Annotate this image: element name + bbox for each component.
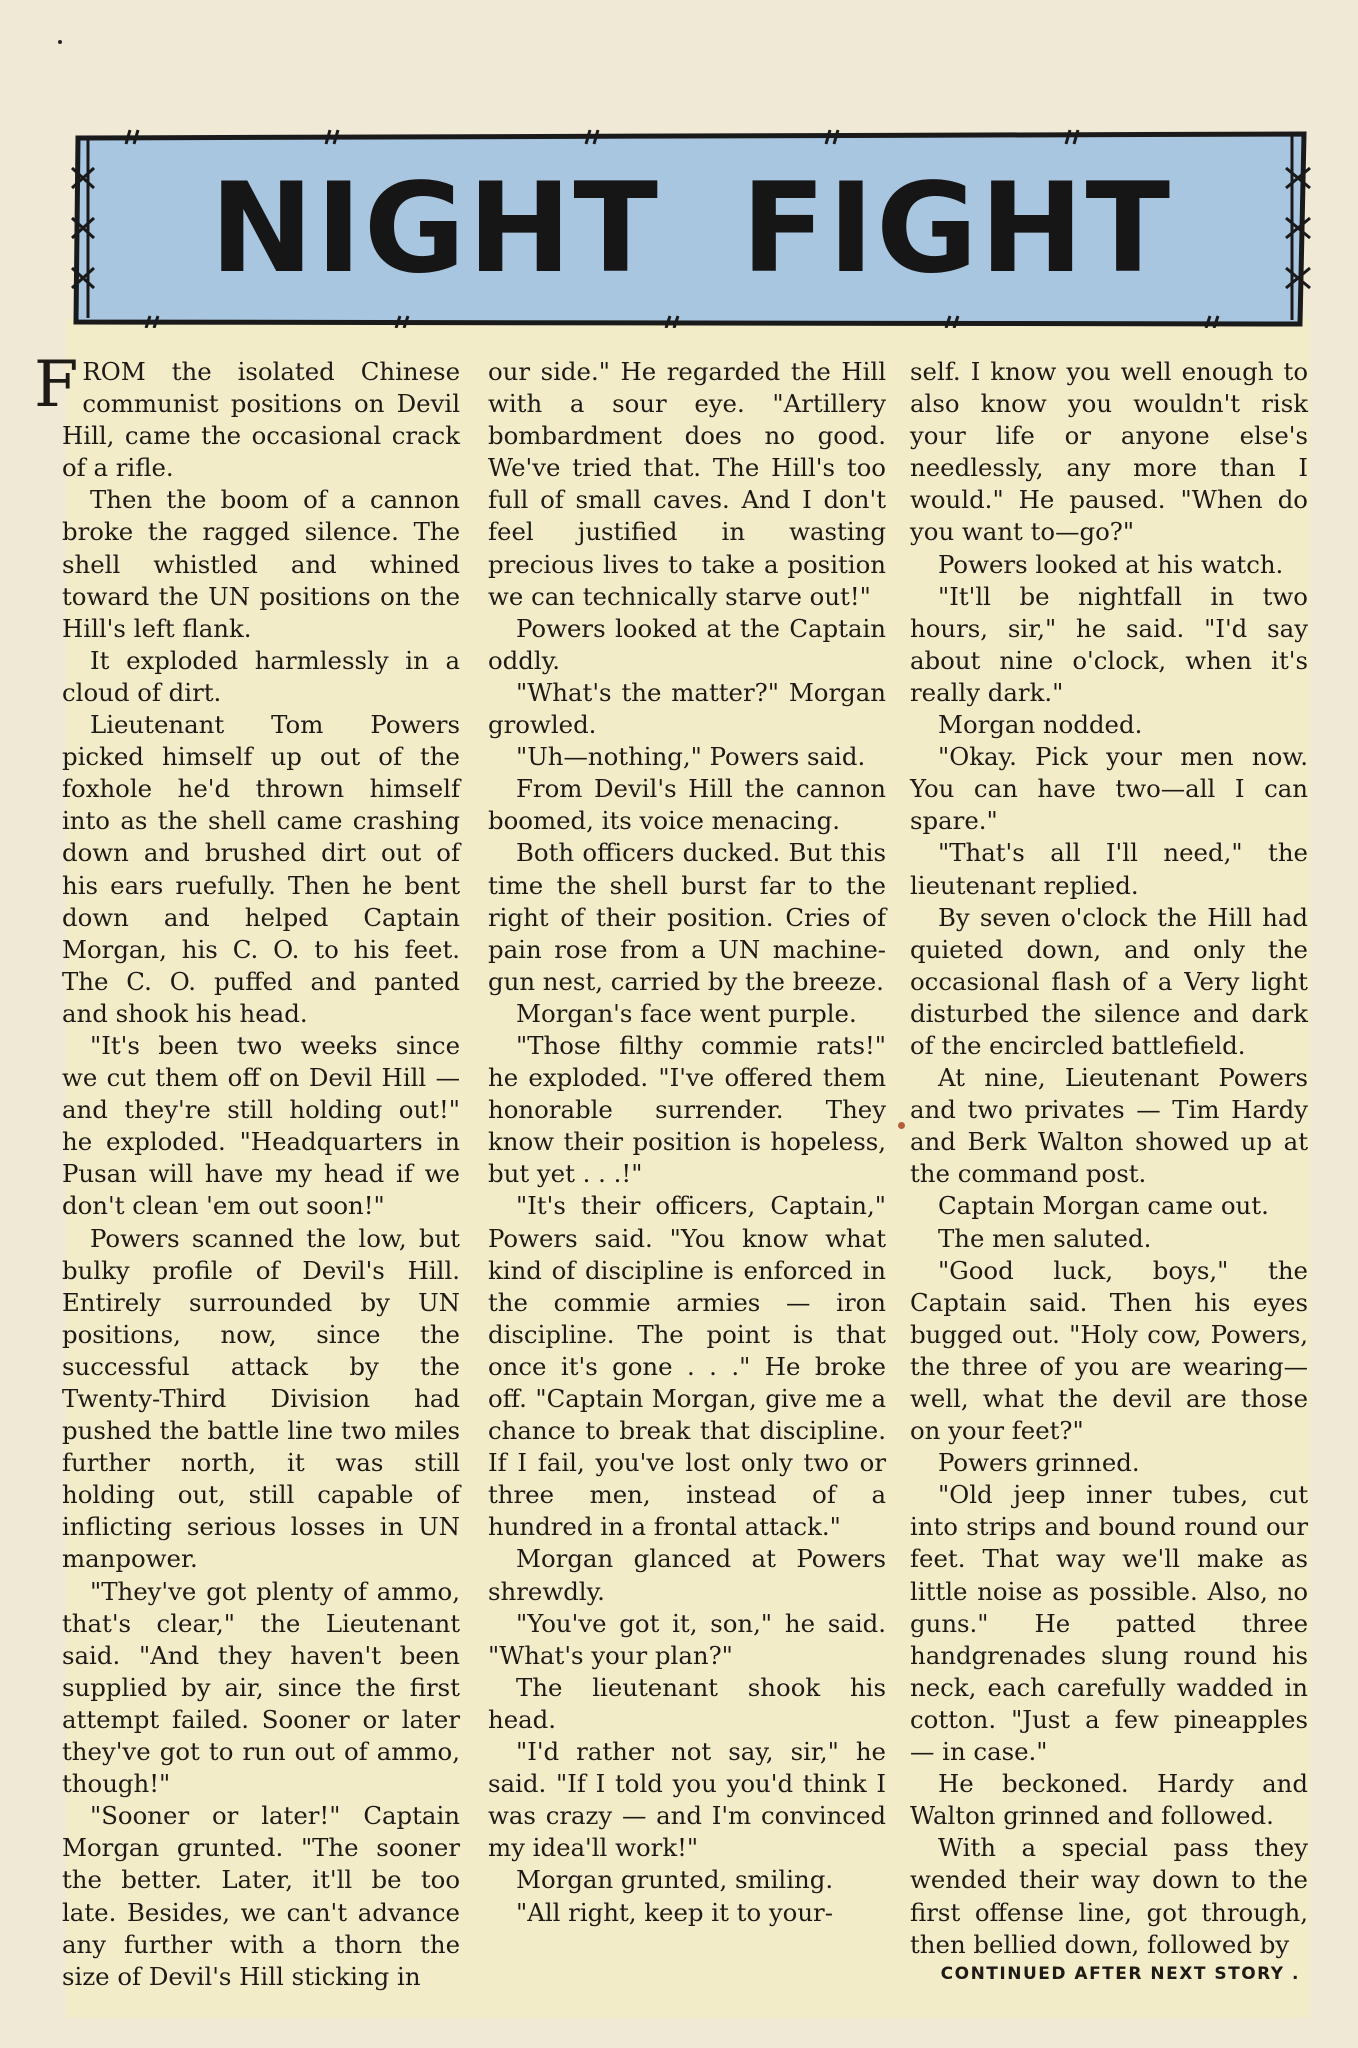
paragraph: "Those filthy commie rats!" he exploded. "I've offered them honorable surrender. They know their position is hopeless, but yet . . .!" (488, 1030, 886, 1189)
paragraph: Morgan nodded. (938, 710, 1143, 740)
text-columns (34, 348, 1318, 1996)
drop-cap: F (34, 348, 79, 422)
paragraph: self. I know you well enough to also know you wouldn't risk your life or anyone else's needlessly, any more than I would." He paused. "When do you want to—go?" (910, 357, 1308, 547)
paragraph: Captain Morgan came out. (938, 1191, 1269, 1221)
paragraph: The men saluted. (938, 1223, 1152, 1253)
paragraph: "It'll be nightfall in two hours, sir," he said. "I'd say about nine o'clock, when it's really dark." (910, 581, 1308, 707)
paragraph: Powers grinned. (938, 1448, 1140, 1478)
column-1 (34, 348, 460, 1993)
paragraph: "Uh—nothing," Powers said. (516, 742, 866, 772)
paragraph: "It's their officers, Captain," Powers said. "You know what kind of discipline is enforced in the commie armies — iron discipline. The point is that once it's gone . . ." He broke off. "Captain Morgan, give me a chance to break that discipline. If I fail, you've lost only two or three men, instead of a hundred in a frontal attack." (488, 1191, 886, 1542)
paragraph: By seven o'clock the Hill had quieted down, and only the occasional flash of a Very light disturbed the silence and dark of the encircled battlefield. (910, 902, 1308, 1060)
paragraph: Morgan's face went purple. (516, 998, 857, 1028)
paragraph: Powers looked at the Captain oddly. (488, 613, 886, 675)
paragraph: "Old jeep inner tubes, cut into strips and bound round our feet. That way we'll make as little noise as possible. Also, no guns." He patted three handgrenades slung round his neck, each carefully wadded in cotton. "Just a few pineapples — in case." (910, 1480, 1308, 1767)
paragraph: With a special pass they wended their way down to the first offense line, got through, then bellied down, followed by (910, 1833, 1308, 1959)
title-banner (70, 128, 1312, 328)
continued-note: CONTINUED AFTER NEXT STORY . (940, 1964, 1300, 1984)
paragraph: FROM the isolated Chinese communist positions on Devil Hill, came the occasional crack of a rifle. (34, 348, 460, 483)
paragraph: Powers scanned the low, but bulky profile of Devil's Hill. Entirely surrounded by UN positions, now, since the successful attack by the Twenty-Third Division had pushed the battle line two miles further north, it was still holding out, still capable of inflicting serious losses in UN manpower. (62, 1223, 460, 1574)
paragraph: "I'd rather not say, sir," he said. "If I told you you'd think I was crazy — and I'm convinced my idea'll work!" (488, 1737, 886, 1863)
paragraph: Powers looked at his watch. (938, 549, 1284, 579)
paragraph: "They've got plenty of ammo, that's clear," the Lieutenant said. "And they haven't been supplied by air, since the first attempt failed. Sooner or later they've got to run out of ammo, though!" (62, 1576, 460, 1799)
column-2 (488, 356, 886, 1929)
paragraph: At nine, Lieutenant Powers and two privates — Tim Hardy and Berk Walton showed up at the command post. (910, 1063, 1308, 1189)
column-3 (910, 356, 1308, 1961)
paragraph: "That's all I'll need," the lieutenant replied. (910, 838, 1308, 900)
paragraph: our side." He regarded the Hill with a sour eye. "Artillery bombardment does no good. We've tried that. The Hill's too full of small caves. And I don't feel justified in wasting precious lives to take a position we can technically starve out!" (488, 357, 886, 611)
paragraph: Both officers ducked. But this time the shell burst far to the right of their position. Cries of pain rose from a UN machine-gun nest, carried by the breeze. (488, 838, 886, 996)
paragraph: From Devil's Hill the cannon boomed, its voice menacing. (488, 774, 886, 836)
paragraph: "All right, keep it to your- (516, 1897, 833, 1927)
paragraph: "What's the matter?" Morgan growled. (488, 677, 886, 740)
print-speck (58, 40, 62, 44)
paragraph: It exploded harmlessly in a cloud of dirt. (62, 645, 460, 707)
paragraph: "Good luck, boys," the Captain said. Then his eyes bugged out. "Holy cow, Powers, the three of you are wearing—well, what the devil are those on your feet?" (910, 1255, 1308, 1446)
paragraph: The lieutenant shook his head. (488, 1672, 886, 1734)
paragraph: Then the boom of a cannon broke the ragged silence. The shell whistled and whined toward the UN positions on the Hill's left flank. (62, 485, 460, 643)
story-title: NIGHT FIGHT (209, 157, 1173, 301)
print-speck (898, 1122, 905, 1129)
paragraph: "Sooner or later!" Captain Morgan grunted. "The sooner the better. Later, it'll be too late. Besides, we can't advance any further with a thorn the size of Devil's Hill sticking in (62, 1801, 460, 1991)
paragraph: "You've got it, son," he said. "What's your plan?" (488, 1608, 886, 1670)
paragraph: Morgan glanced at Powers shrewdly. (488, 1544, 886, 1606)
paragraph: He beckoned. Hardy and Walton grinned and followed. (910, 1769, 1308, 1831)
paragraph: Morgan grunted, smiling. (516, 1865, 834, 1895)
paragraph: "Okay. Pick your men now. You can have two—all I can spare." (910, 742, 1308, 836)
paragraph: Lieutenant Tom Powers picked himself up out of the foxhole he'd thrown himself into as the shell came crashing down and brushed dirt out of his ears ruefully. Then he bent down and helped Captain Morgan, his C. O. to his feet. The C. O. puffed and panted and shook his head. (62, 710, 460, 1028)
paragraph: "It's been two weeks since we cut them off on Devil Hill — and they're still holding out!" he exploded. "Headquarters in Pusan will have my head if we don't clean 'em out soon!" (62, 1030, 460, 1221)
